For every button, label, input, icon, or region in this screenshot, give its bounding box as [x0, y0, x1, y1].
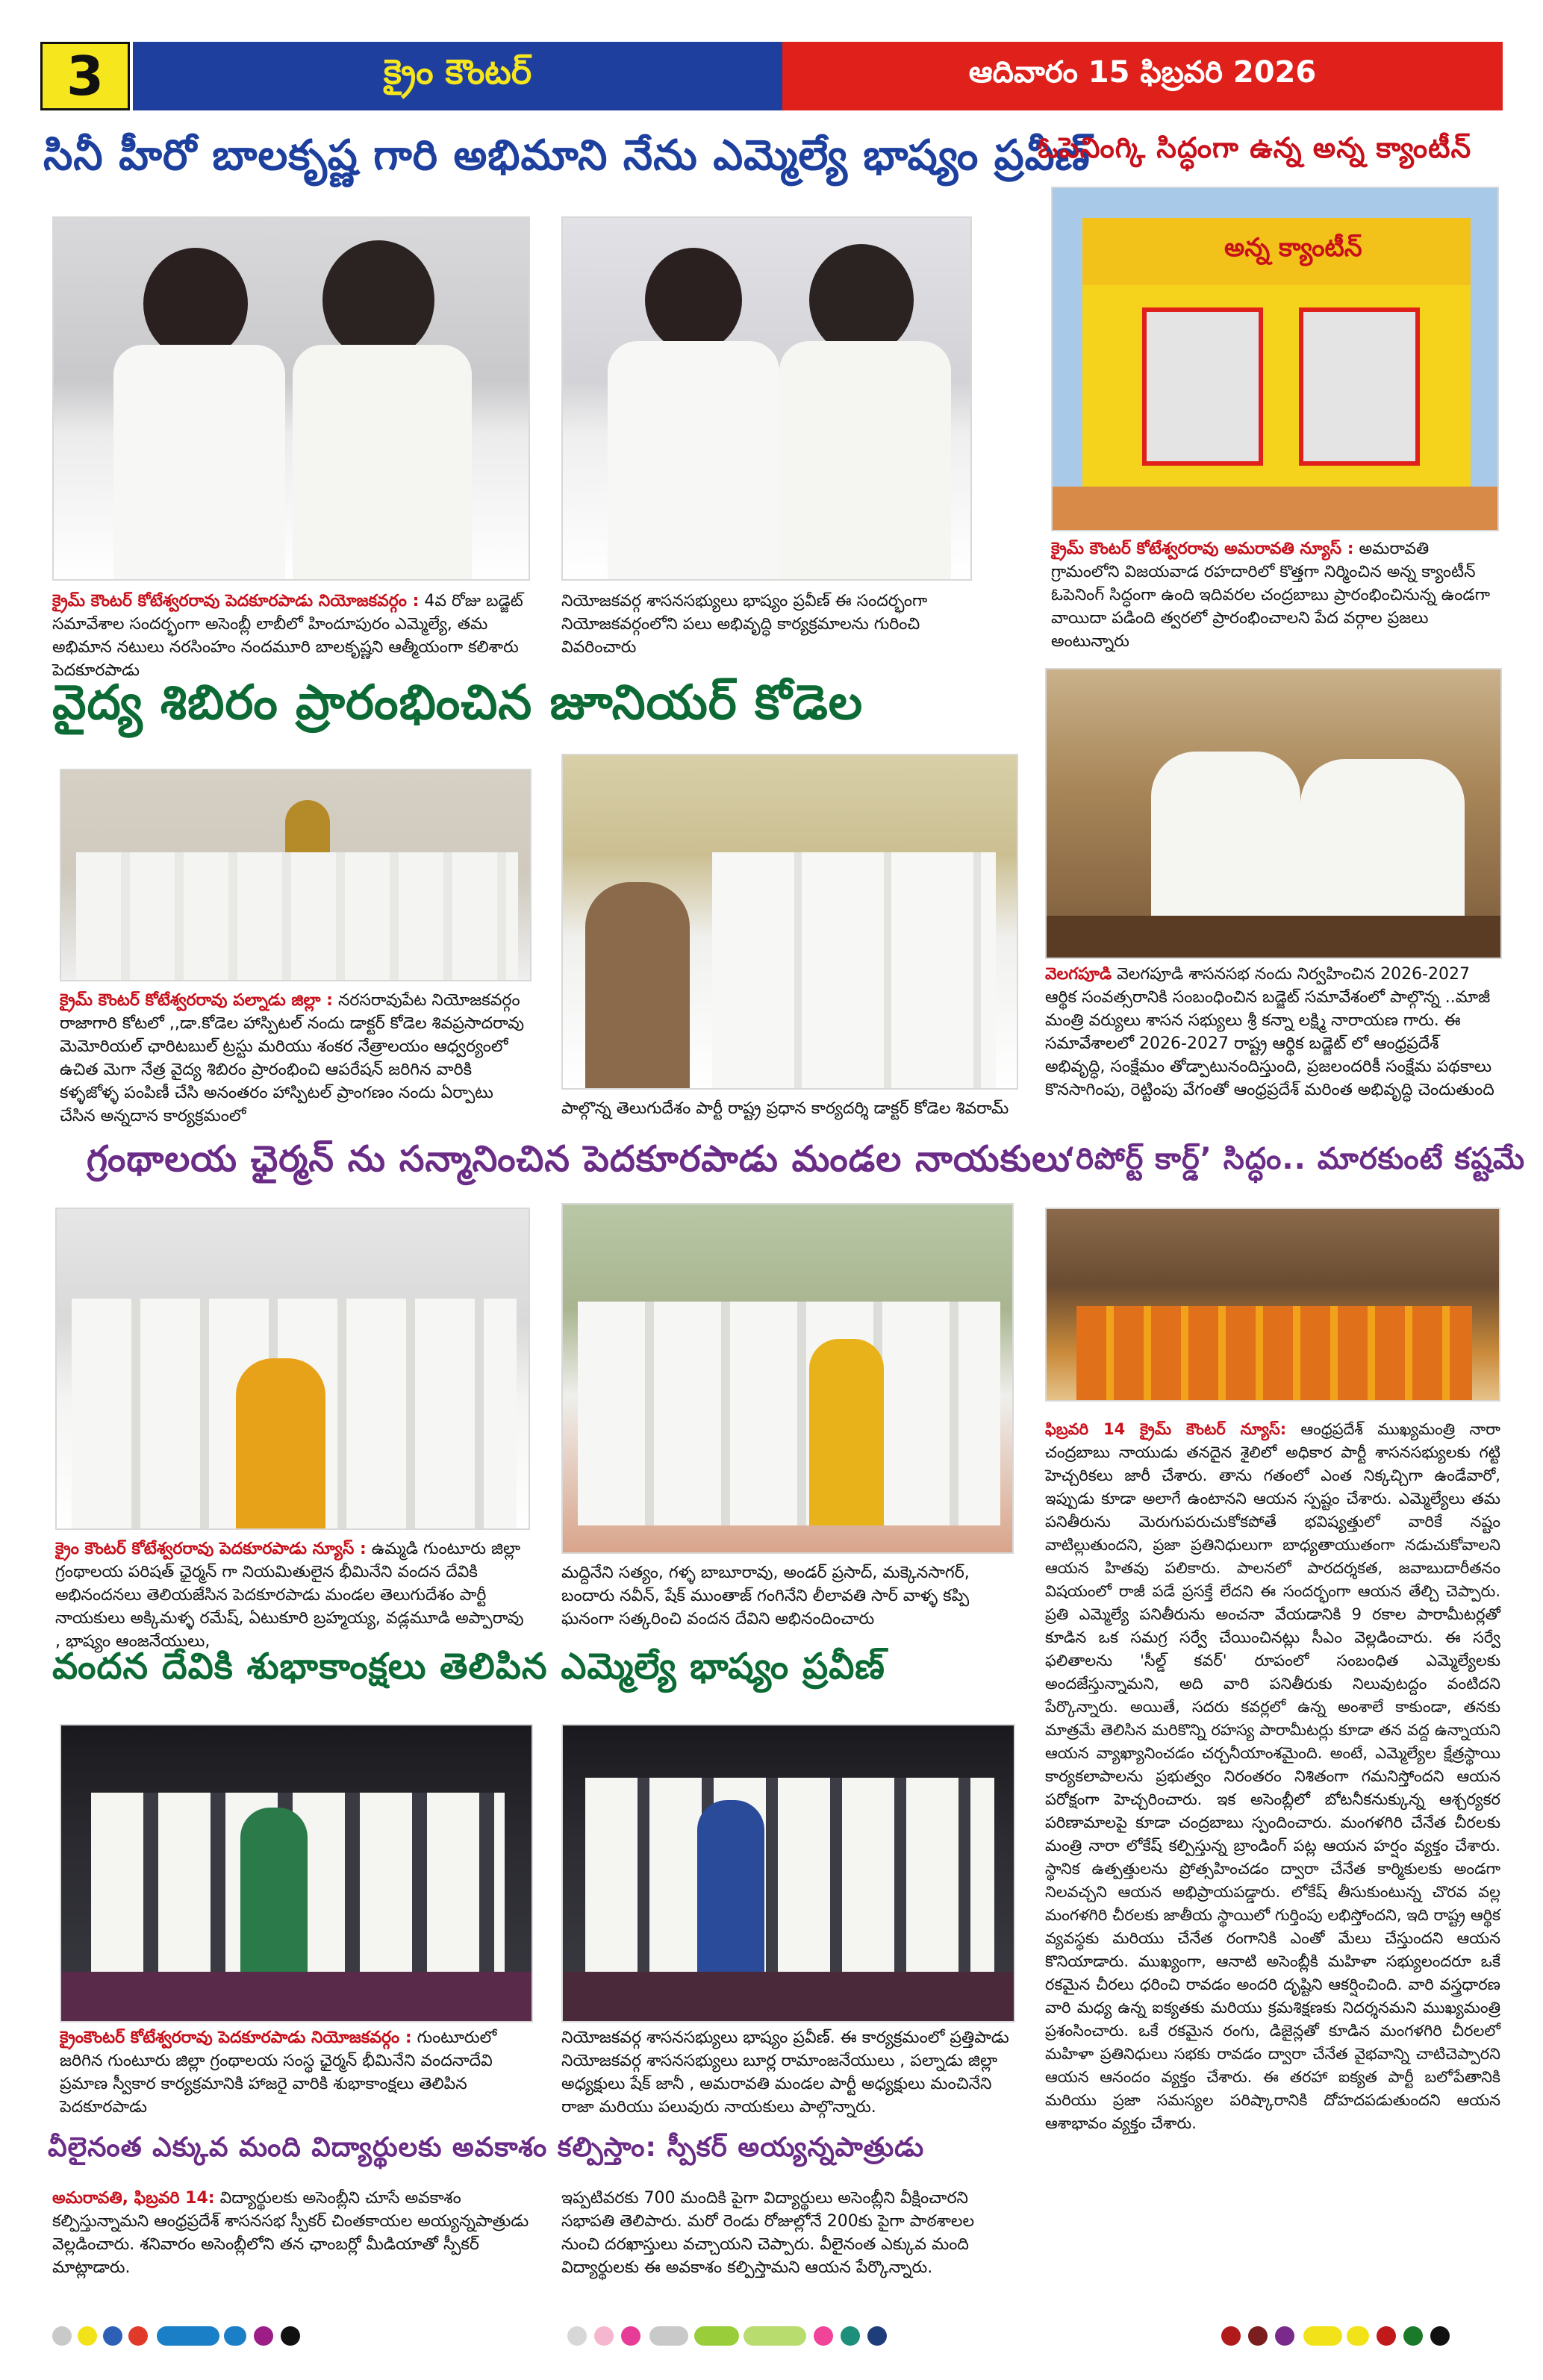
footer-mark-m3 [621, 2326, 640, 2346]
article2-headline: ఓపెనింగ్కి సిద్ధంగా ఉన్న అన్న క్యాంటీన్ [1038, 131, 1472, 164]
article6-paragraph-1: ఆంధ్రప్రదేశ్ ముఖ్యమంత్రి నారా చంద్రబాబు నాయుడు తనదైన శైలిలో అధికార పార్టీ శాసనసభ్యులకు గట్టి హెచ్చరికలు జారీ చేశారు. తాను గతంలో ఎంత నిక్కచ్చిగా ఉండేవారో, ఇప్పుడు కూడా అలాగే ఉంటానని ఆయన స్పష్టం చేశారు. ఎమ్మెల్యేలు తమ పనితీరును మెరుగుపరుచుకోకపోతే భవిష్యత్తులో వారికే నష్టం వాటిల్లుతుందని, ప్రజా ప్రతినిధులుగా బాధ్యతాయుతంగా నడుచుకోవాలని ఆయన హితవు పలికారు. పాలనలో పారదర్శకత, జవాబుదారీతనం విషయంలో రాజీ పడే ప్రసక్తే లేదని ఈ సందర్భంగా ఆయన తేల్చి చెప్పారు. [1045, 1420, 1500, 1600]
article8-headline: వీలైనంత ఎక్కువ మంది విద్యార్థులకు అవకాశం కల్పిస్తాం: స్పీకర్ అయ్యన్నపాత్రుడు [48, 2132, 925, 2163]
article3-caption-text: నరసరావుపేట నియోజకవర్గం రాజాగారి కోటలో ,,డా.కోడెల హాస్పిటల్ నందు డాక్టర్ కోడెల శివప్రసాదరావు మెమోరియల్ ఛారిటబుల్ ట్రస్టు మరియు శంకర నేత్రాలయం ఆధ్వర్యంలో ఉచిత మెగా నేత్ర వైద్య శిబిరం ప్రారంభించి ఆపరేషన్ జరిగిన వారికి కళ్ళజోళ్ళ పంపిణీ చేసి అనంతరం హాస్పిటల్ ప్రాంగణం నందు ఏర్పాటు చేసిన అన్నదాన కార్యక్రమంలో [60, 991, 525, 1125]
article8-caption [52, 2187, 530, 2279]
page-number: 3 [66, 45, 105, 107]
article1-headline: సినీ హీరో బాలకృష్ణ గారి అభిమాని నేను ఎమ్మెల్యే భాష్యం ప్రవీణ్ [43, 131, 1091, 180]
article6-paragraph-3: ఇక అసెంబ్లీలో బోటనీకనుక్కున్న ఆశ్చర్యకర పరిణామాలపై కూడా చంద్రబాబు స్పందించారు. మంగళగిరి చేనేత చీరలకు మంత్రి నారా లోకేష్ కల్పిస్తున్న బ్రాండింగ్ పట్ల ఆయన హర్షం వ్యక్తం చేశారు. స్థానిక ఉత్పత్తులను ప్రోత్సహించడం ద్వారా చేనేత కార్మికులకు అండగా నిలవచ్చని ఆయన అభిప్రాయపడ్డారు. లోకేష్ తీసుకుంటున్న చొరవ వల్ల మంగళగిరి చీరలకు జాతీయ స్థాయిలో గుర్తింపు లభిస్తోందని, ఇది రాష్ట్ర ఆర్థిక వ్యవస్థకు మరియు చేనేత రంగానికి ఎంతో మేలు చేస్తుందని ఆయన కొనియాడారు. ముఖ్యంగా, ఆనాటి అసెంబ్లీకి మహిళా సభ్యులందరూ ఒకే రకమైన చీరలు ధరించి రావడం అందరి దృష్టిని ఆకర్షించింది. [1045, 1790, 1500, 1993]
article1-caption2: నియోజకవర్గ శాసనసభ్యులు భాష్యం ప్రవీణ్ ఈ సందర్భంగా నియోజకవర్గంలోని పలు అభివృద్ధి కార్యక్రమాలను గురించి వివరించారు [561, 592, 928, 657]
article4-caption [1045, 963, 1502, 1102]
article6-paragraph-2: ప్రతి ఎమ్మెల్యే పనితీరును అంచనా వేయడానికి 9 రకాల పారామీటర్లతో కూడిన ఒక సమగ్ర సర్వే చేయించినట్లు సీఎం వెల్లడించారు. ఈ సర్వే ఫలితాలను 'సీల్డ్ కవర్' రూపంలో సంబంధిత ఎమ్మెల్యేలకు అందజేస్తున్నామని, అది వారి పనితీరుకు నిలువుటద్దం వంటిదని పేర్కొన్నారు. అయితే, సదరు కవర్లలో ఉన్న అంశాలే కాకుండా, తనకు మాత్రమే తెలిసిన మరికొన్ని రహస్య పారామీటర్లు కూడా తన వద్ద ఉన్నాయని ఆయన వ్యాఖ్యానించడం చర్చనీయాంశమైంది. అంటే, ఎమ్మెల్యేల క్షేత్రస్థాయి కార్యకలాపాలను ప్రభుత్వం నిరంతరం నిశితంగా గమనిస్తోందని ఆయన పరోక్షంగా హెచ్చరించారు. [1045, 1605, 1500, 1808]
footer-mark-r1 [1221, 2326, 1241, 2346]
article5-photo-right [561, 1203, 1014, 1554]
footer-mark-l7 [254, 2326, 273, 2346]
footer-mark-m2 [594, 2326, 614, 2346]
footer-mark-m1 [567, 2326, 587, 2346]
footer-mark-l1 [52, 2326, 72, 2346]
article8-byline: అమరావతి, ఫిబ్రవరి 14: [52, 2189, 215, 2208]
footer-mark-m5 [694, 2326, 739, 2346]
footer-mark-l4 [128, 2326, 148, 2346]
article6-body [1045, 1418, 1500, 2135]
issue-date: ఆదివారం 15 ఫిబ్రవరి 2026 [968, 55, 1317, 90]
article2-sign: అన్న క్యాంటీన్ [1224, 233, 1362, 263]
article7-photo-right [561, 1724, 1015, 2023]
article2-photo [1051, 187, 1499, 531]
article3-caption2: పాల్గొన్న తెలుగుదేశం పార్టీ రాష్ట్ర ప్రధాన కార్యదర్శి డాక్టర్ కోడెల శివరామ్ [561, 1099, 1009, 1118]
article3-photo-right [561, 754, 1018, 1090]
article6-byline: ఫిబ్రవరి 14 క్రైమ్ కౌంటర్ న్యూస్: [1045, 1420, 1287, 1438]
footer-mark-r2 [1248, 2326, 1268, 2346]
footer-mark-l2 [78, 2326, 97, 2346]
article1-caption [52, 590, 530, 682]
article3-headline: వైద్య శిబిరం ప్రారంభించిన జూనియర్ కోడెల [52, 675, 864, 731]
article5-byline: క్రైం కౌంటర్ కోటేశ్వరరావు పెదకూరపాడు న్యూస్ : [55, 1540, 367, 1558]
article4-photo [1045, 668, 1502, 959]
footer-mark-l8 [281, 2326, 300, 2346]
article2-caption [1051, 537, 1499, 653]
footer-mark-m8 [841, 2326, 860, 2346]
article1-photo-left [52, 216, 530, 581]
footer-mark-r4 [1303, 2326, 1342, 2346]
article1-photo-right [561, 216, 972, 581]
article7-photo-left [60, 1724, 533, 2023]
footer-mark-l3 [103, 2326, 122, 2346]
article3-caption [60, 989, 532, 1128]
article6-paragraph-4: వారి వస్త్రధారణ వారి మధ్య ఉన్న ఐక్యతకు మరియు క్రమశిక్షణకు నిదర్శనమని ముఖ్యమంత్రి ప్రశంసించారు. ఒకే రకమైన రంగు, డిజైన్లతో కూడిన మంగళగిరి చీరలలో మహిళా ప్రతినిధులు సభకు రావడం ద్వారా చేనేత వైభవాన్ని చాటిచెప్పారని ఆయన ఆనందం వ్యక్తం చేశారు. ఈ తరహా ఐక్యత పార్టీ బలోపేతానికి మరియు ప్రజా సమస్యల పరిష్కారానికి దోహదపడుతుందని ఆయన ఆశాభావం వ్యక్తం చేశారు. [1045, 1975, 1500, 2132]
footer-mark-l6 [224, 2326, 246, 2346]
footer-mark-r5 [1347, 2326, 1369, 2346]
article6-headline: ‘రిపోర్ట్ కార్డ్’ సిద్ధం.. మారకుంటే కష్టమే [1064, 1142, 1526, 1176]
article4-caption-text: వెలగపూడి శాసనసభ నందు నిర్వహించిన 2026-2027 ఆర్థిక సంవత్సరానికి సంబంధించిన బడ్జెట్ సమావేశంలో పాల్గొన్న ..మాజీ మంత్రి వర్యులు శాసన సభ్యులు శ్రీ కన్నా లక్ష్మి నారాయణ గారు. ఈ సమావేశాలలో 2026-2027 రాష్ట్ర ఆర్థిక బడ్జెట్ లో ఆంధ్రప్రదేశ్ అభివృద్ధి, సంక్షేమం తోడ్పాటునందిస్తుంది, ప్రజలందరికీ సంక్షేమ పథకాలు కొనసాగింపు, రెట్టింపు వేగంతో ఆంధ్రప్రదేశ్ మరింత అభివృద్ధి చెందుతుంది [1045, 965, 1494, 1099]
article7-caption2: నియోజకవర్గ శాసనసభ్యులు భాష్యం ప్రవీణ్. ఈ కార్యక్రమంలో ప్రత్తిపాడు నియోజకవర్గ శాసనసభ్యులు బూర్ల రామాంజనేయులు , పల్నాడు జిల్లా అధ్యక్షులు షేక్ జానీ , అమరావతి మండల పార్టీ అధ్యక్షులు మంచినేని రాజా మరియు పలువురు నాయకులు పాల్గొన్నారు. [561, 2028, 1009, 2117]
article5-caption2: మద్దినేని సత్యం, గళ్ళ బాబూరావు, అండర్ ప్రసాద్, మక్కెనసాగర్, బందారు నవీన్, షేక్ ముంతాజ్ గంగినేని లీలావతి సార్ వాళ్ళ కప్పి ఘనంగా సత్కరించి వందన దేవిని అభినందించారు [561, 1564, 970, 1628]
article2-byline: క్రైమ్ కౌంటర్ కోటేశ్వరరావు అమరావతి న్యూస్ : [1051, 540, 1354, 558]
article8-caption2: ఇప్పటివరకు 700 మందికి పైగా విద్యార్థులు అసెంబ్లీని వీక్షించారని సభాపతి తెలిపారు. మరో రెండు రోజుల్లోనే 200కు పైగా పాఠశాలల నుంచి దరఖాస్తులు వచ్చాయని చెప్పారు. వీలైనంత ఎక్కువ మంది విద్యార్థులకు ఈ అవకాశం కల్పిస్తామని ఆయన పేర్కొన్నారు. [561, 2189, 975, 2277]
article3-photo-left [60, 769, 532, 981]
footer-mark-r7 [1403, 2326, 1423, 2346]
article5-caption-text: ఉమ్మడి గుంటూరు జిల్లా గ్రంథాలయ పరిషత్ ఛైర్మన్ గా నియమితులైన భీమినేని వందన దేవికి అభినందనలు తెలియజేసిన పెదకూరపాడు మండల తెలుగుదేశం పార్టీ నాయకులు అక్కిమళ్ళ రమేష్, ఏటుకూరి బ్రహ్మయ్య, వడ్లమూడి అప్పారావు , భాష్యం ఆంజనేయులు, [55, 1540, 524, 1651]
footer-mark-l5 [157, 2326, 219, 2346]
article5-photo-left [55, 1208, 530, 1530]
footer-mark-m4 [649, 2326, 688, 2346]
article5-headline: గ్రంథాలయ ఛైర్మన్ ను సన్మానించిన పెదకూరపాడు మండల నాయకులు [87, 1138, 1070, 1180]
article2-caption-text: అమరావతి గ్రామంలోని విజయవాడ రహదారిలో కొత్తగా నిర్మించిన అన్న క్యాంటీన్ ఓపెనింగ్ సిద్ధంగా ఉంది ఇదివరల చంద్రబాబు ప్రారంభించినున్న ఉండగా వాయిదా పడింది త్వరలో ప్రారంభించాలని పేద వర్గాల ప్రజలు అంటున్నారు [1051, 540, 1490, 651]
article7-caption-text: గుంటూరులో జరిగిన గుంటూరు జిల్లా గ్రంథాలయ సంస్థ ఛైర్మన్ భీమినేని వందనాదేవి ప్రమాణ స్వీకార కార్యక్రమానికి హాజరై వారికి శుభాకాంక్షలు తెలిపిన పెదకూరపాడు [60, 2028, 497, 2117]
footer-mark-r6 [1377, 2326, 1396, 2346]
header-section-bar [133, 42, 782, 110]
article5-caption [55, 1537, 530, 1653]
article7-byline: క్రైంకౌంటర్ కోటేశ్వరరావు పెదకూరపాడు నియోజకవర్గం : [60, 2028, 412, 2047]
footer-mark-m6 [744, 2326, 806, 2346]
article4-byline: వెలగపూడి [1045, 965, 1112, 984]
article7-headline: వందన దేవికి శుభాకాంక్షలు తెలిపిన ఎమ్మెల్యే భాష్యం ప్రవీణ్ [52, 1646, 885, 1687]
footer-mark-m9 [867, 2326, 887, 2346]
article8-caption-text: విద్యార్థులకు అసెంబ్లీని చూసే అవకాశం కల్పిస్తున్నామని ఆంధ్రప్రదేశ్ శాసనసభ స్పీకర్ చింతకాయల అయ్యన్నపాత్రుడు వెల్లడించారు. శనివారం అసెంబ్లీలోని తన ఛాంబర్లో మీడియాతో స్పీకర్ మాట్లాడారు. [52, 2189, 529, 2277]
footer-color-strip [0, 2317, 1543, 2355]
article7-caption [60, 2026, 533, 2119]
footer-mark-m7 [814, 2326, 833, 2346]
header-date-bar [782, 42, 1503, 110]
section-title: క్రైం కౌంటర్ [383, 51, 532, 92]
footer-mark-r3 [1275, 2326, 1294, 2346]
footer-mark-r8 [1430, 2326, 1450, 2346]
article1-caption-text: 4వ రోజు బడ్జెట్ సమావేశాల సందర్భంగా అసెంబ్లీ లాబీలో హిందూపురం ఎమ్మెల్యే, తమ అభిమాన నటులు నరసింహం నందమూరి బాలకృష్ణని ఆత్మీయంగా కలిశారు పెదకూరపాడు [52, 592, 523, 680]
article3-byline: క్రైమ్ కౌంటర్ కోటేశ్వరరావు పల్నాడు జిల్లా : [60, 991, 333, 1010]
article6-photo [1045, 1208, 1500, 1402]
page-number-badge [40, 42, 130, 110]
article1-byline: క్రైమ్ కౌంటర్ కోటేశ్వరరావు పెదకూరపాడు నియోజకవర్గం : [52, 592, 420, 610]
